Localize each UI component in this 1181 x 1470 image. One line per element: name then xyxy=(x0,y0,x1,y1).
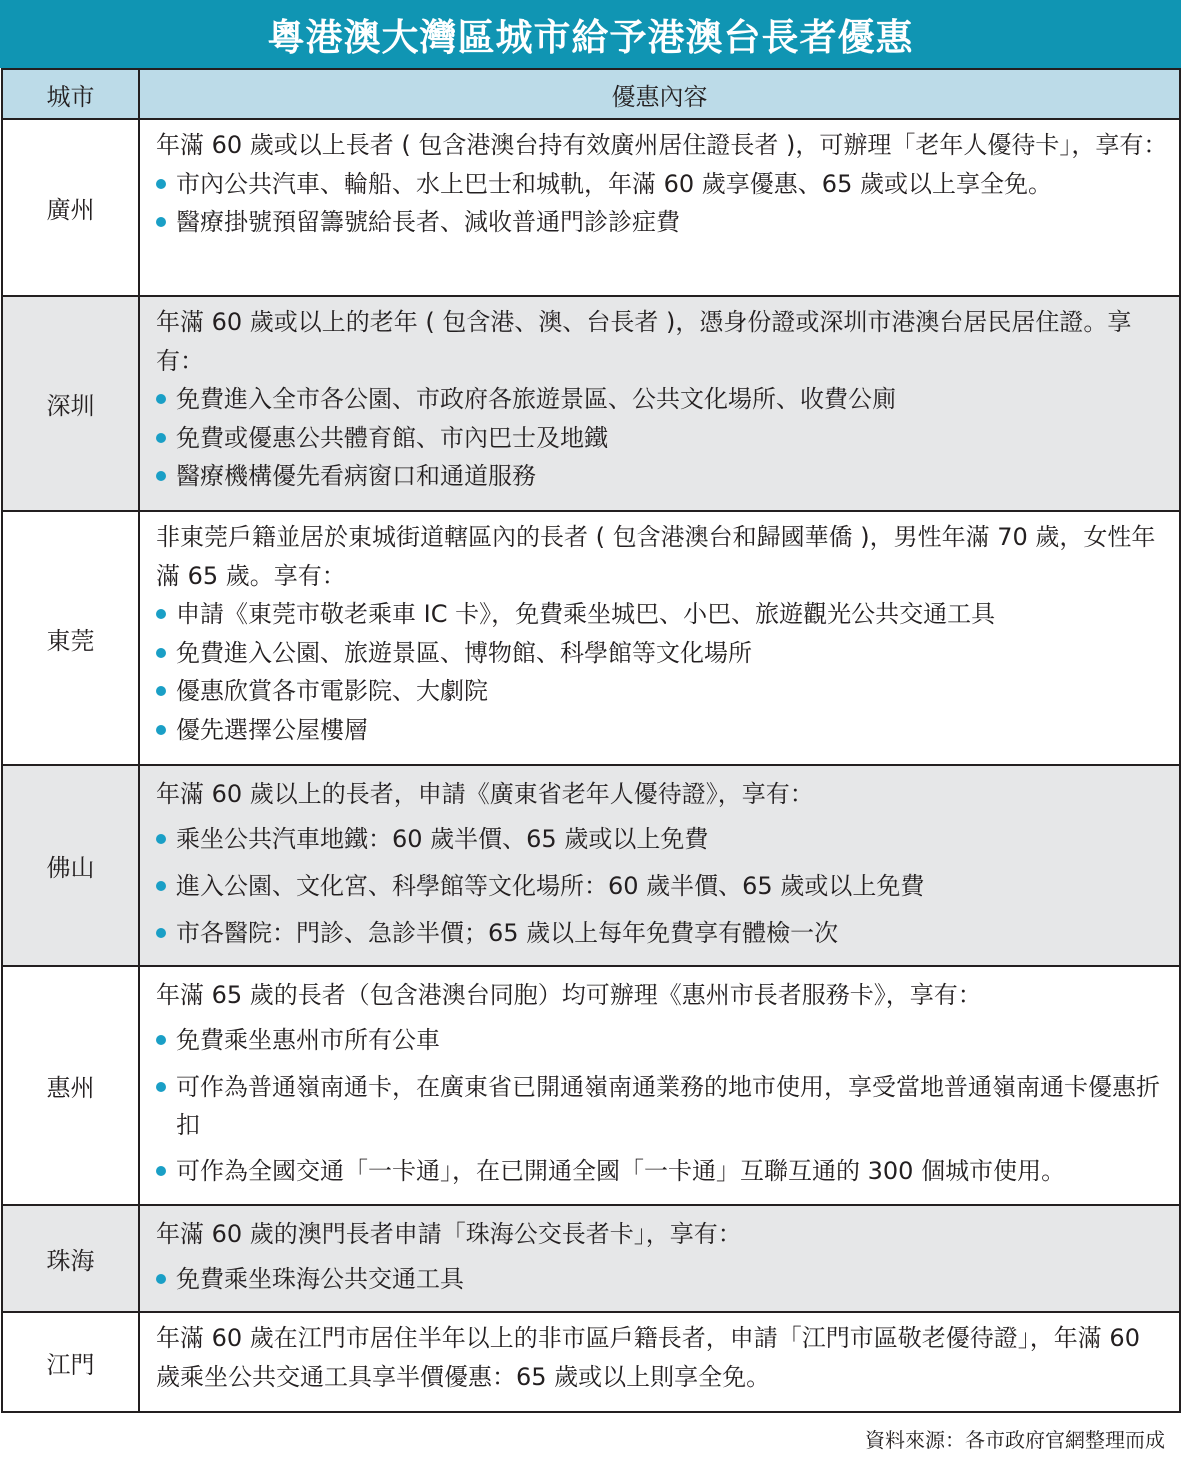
list-item-text: 市各醫院：門診、急診半價；65 歲以上每年免費享有體檢一次 xyxy=(176,919,839,947)
benefit-list xyxy=(156,165,1171,242)
benefit-cell xyxy=(139,511,1180,765)
list-item-text: 市內公共汽車、輪船、水上巴士和城軌，年滿 60 歲享優惠、65 歲或以上享全免。 xyxy=(176,169,1052,198)
bullet-icon xyxy=(156,1166,166,1176)
list-item xyxy=(156,910,1171,957)
bullet-icon xyxy=(156,179,166,189)
list-item-text: 醫療掛號預留籌號給長者、減收普通門診診症費 xyxy=(176,208,680,236)
list-item-text: 免費進入全市各公園、市政府各旅遊景區、公共文化場所、收費公廁 xyxy=(176,385,896,413)
bullet-icon xyxy=(156,686,166,696)
list-item xyxy=(156,457,1171,496)
list-item-text: 免費或優惠公共體育館、市內巴士及地鐵 xyxy=(176,423,608,452)
benefit-intro: 年滿 65 歲的長者（包含港澳台同胞）均可辦理《惠州市長者服務卡》，享有： xyxy=(156,981,982,1009)
bullet-icon xyxy=(156,648,166,658)
list-item xyxy=(156,1064,1171,1148)
list-item xyxy=(156,672,1171,711)
benefit-list xyxy=(156,1256,1171,1303)
table-row xyxy=(2,119,1180,296)
list-item-text: 免費乘坐惠州市所有公車 xyxy=(176,1026,440,1054)
benefits-table xyxy=(1,68,1181,1413)
benefit-cell xyxy=(139,119,1180,296)
city-cell: 深圳 xyxy=(2,296,139,511)
bullet-icon xyxy=(156,1035,166,1045)
city-cell: 珠海 xyxy=(2,1205,139,1312)
benefit-list xyxy=(156,816,1171,957)
list-item xyxy=(156,634,1171,673)
benefit-list xyxy=(156,595,1171,749)
bullet-icon xyxy=(156,1082,166,1092)
benefit-cell xyxy=(139,765,1180,966)
list-item xyxy=(156,1148,1171,1195)
city-cell: 佛山 xyxy=(2,765,139,966)
bullet-icon xyxy=(156,471,166,481)
bullet-icon xyxy=(156,881,166,891)
list-item-text: 乘坐公共汽車地鐵：60 歲半價、65 歲或以上免費 xyxy=(176,825,709,853)
bullet-icon xyxy=(156,217,166,227)
table-header-row xyxy=(2,69,1180,119)
list-item xyxy=(156,711,1171,750)
list-item xyxy=(156,380,1171,419)
bullet-icon xyxy=(156,394,166,404)
list-item xyxy=(156,165,1171,204)
list-item-text: 可作為普通嶺南通卡，在廣東省已開通嶺南通業務的地市使用，享受當地普通嶺南通卡優惠折扣 xyxy=(176,1073,1160,1139)
list-item xyxy=(156,816,1171,863)
bullet-icon xyxy=(156,725,166,735)
column-header-city: 城市 xyxy=(2,69,139,119)
column-header-content: 優惠內容 xyxy=(139,69,1180,119)
list-item xyxy=(156,863,1171,910)
list-item-text: 優先選擇公屋樓層 xyxy=(176,715,368,744)
benefit-cell xyxy=(139,296,1180,511)
benefit-cell xyxy=(139,966,1180,1205)
bullet-icon xyxy=(156,928,166,938)
list-item-text: 優惠欣賞各市電影院、大劇院 xyxy=(176,677,488,705)
bullet-icon xyxy=(156,609,166,619)
list-item-text: 免費乘坐珠海公共交通工具 xyxy=(176,1265,464,1293)
table-row xyxy=(2,966,1180,1205)
table-row xyxy=(2,511,1180,765)
benefit-intro: 年滿 60 歲以上的長者，申請《廣東省老年人優待證》，享有： xyxy=(156,780,814,808)
benefit-cell xyxy=(139,1312,1180,1412)
city-cell: 東莞 xyxy=(2,511,139,765)
list-item-text: 免費進入公園、旅遊景區、博物館、科學館等文化場所 xyxy=(176,638,752,667)
bullet-icon xyxy=(156,834,166,844)
table-row xyxy=(2,765,1180,966)
benefit-intro: 年滿 60 歲的澳門長者申請「珠海公交長者卡」，享有： xyxy=(156,1220,742,1248)
list-item xyxy=(156,595,1171,634)
source-note: 資料來源：各市政府官網整理而成 xyxy=(865,1428,1165,1452)
bullet-icon xyxy=(156,1274,166,1284)
list-item xyxy=(156,1017,1171,1064)
list-item-text: 申請《東莞市敬老乘車 IC 卡》，免費乘坐城巴、小巴、旅遊觀光公共交通工具 xyxy=(176,600,996,628)
list-item xyxy=(156,203,1171,242)
list-item-text: 醫療機構優先看病窗口和通道服務 xyxy=(176,462,536,490)
list-item xyxy=(156,419,1171,458)
list-item xyxy=(156,1256,1171,1303)
table-row xyxy=(2,1205,1180,1312)
benefit-intro: 非東莞戶籍並居於東城街道轄區內的長者 ( 包含港澳台和歸國華僑 )，男性年滿 70 歲，女性年滿 65 歲。享有： xyxy=(156,523,1156,590)
benefit-list xyxy=(156,380,1171,496)
benefit-intro: 年滿 60 歲或以上長者 ( 包含港澳台持有效廣州居住證長者 )，可辦理「老年人優待卡」，享有： xyxy=(156,131,1168,159)
bullet-icon xyxy=(156,433,166,443)
benefit-intro: 年滿 60 歲或以上的老年 ( 包含港、澳、台長者 )，憑身份證或深圳市港澳台居民居住證。享有： xyxy=(156,308,1132,375)
city-cell: 廣州 xyxy=(2,119,139,296)
benefit-list xyxy=(156,1017,1171,1195)
city-cell: 江門 xyxy=(2,1312,139,1412)
benefit-cell xyxy=(139,1205,1180,1312)
table-row xyxy=(2,1312,1180,1412)
city-cell: 惠州 xyxy=(2,966,139,1205)
table-row xyxy=(2,296,1180,511)
list-item-text: 可作為全國交通「一卡通」，在已開通全國「一卡通」互聯互通的 300 個城市使用。 xyxy=(176,1157,1066,1185)
benefit-intro: 年滿 60 歲在江門市居住半年以上的非市區戶籍長者，申請「江門市區敬老優待證」，年滿 60 歲乘坐公共交通工具享半價優惠：65 歲或以上則享全免。 xyxy=(156,1324,1140,1391)
list-item-text: 進入公園、文化宮、科學館等文化場所：60 歲半價、65 歲或以上免費 xyxy=(176,872,925,900)
page-title: 粵港澳大灣區城市給予港澳台長者優惠 xyxy=(0,0,1181,68)
